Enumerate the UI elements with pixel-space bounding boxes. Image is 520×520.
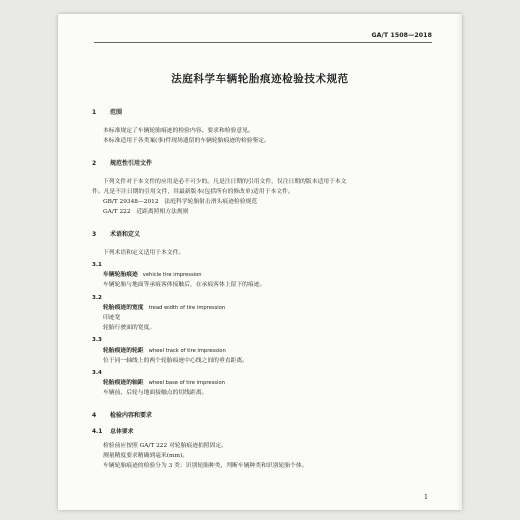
term-synonym: 印迹宽 [103, 315, 121, 322]
term-heading [92, 346, 432, 356]
paragraph: 下列文件对于本文件的应用是必不可少的。凡是注日期的引用文件，仅注日期的版本适用于本文 [103, 178, 347, 185]
document-body [92, 108, 432, 472]
term-definition: 位于同一轴线上的两个轮胎痕迹中心线之间的垂直距离。 [103, 357, 248, 364]
term-definition: 车辆前、后轮与地面接触点的切线距离。 [103, 390, 208, 397]
section-2-heading [92, 159, 432, 169]
paragraph: 检验前应按照 GA/T 222 对轮胎痕迹拍照固定。 [103, 443, 227, 450]
term-number: 3.1 [92, 262, 102, 269]
term-chinese: 车辆轮胎痕迹 [103, 272, 138, 279]
standard-number: GA/T 1508—2018 [371, 32, 432, 39]
term-chinese: 轮胎痕迹的宽度 [103, 304, 144, 311]
subsection-4-1-heading [92, 427, 432, 437]
reference-item: GB/T 29348—2012 法庭科学轮胎射击滑头痕迹检验规范 [103, 199, 258, 206]
term-chinese: 轮胎痕迹的轴距 [103, 380, 144, 387]
section-number: 3 [92, 230, 97, 238]
term-heading [92, 303, 432, 313]
document-title: 法庭科学车辆轮胎痕迹检验技术规范 [171, 73, 349, 85]
subsection-number: 4.1 [92, 428, 103, 435]
term-definition: 轮胎行驶面的宽度。 [103, 325, 156, 332]
term-english: vehicle tire impression [142, 272, 202, 279]
term-number: 3.2 [92, 294, 102, 301]
section-title: 检验内容和要求 [110, 411, 153, 419]
paragraph: 下列术语和定义适用于本文件。 [103, 249, 185, 256]
term-chinese: 轮胎痕迹的轮距 [103, 347, 144, 354]
paragraph: 测量精度要求精确到毫米(mm)。 [103, 453, 189, 460]
page-fold-shadow [456, 14, 462, 510]
section-1-heading [92, 108, 432, 118]
term-english: tread width of tire impression [148, 304, 226, 311]
section-3-heading [92, 230, 432, 240]
term-number: 3.3 [92, 337, 102, 344]
header-rule [94, 42, 432, 43]
paragraph: 件。凡是不注日期的引用文件，其最新版本(包括所有的修改单)适用于本文件。 [92, 189, 294, 196]
paragraph: 本标准适用于各类案(事)件现场遗留的车辆轮胎痕迹的检验鉴定。 [103, 138, 270, 145]
section-number: 2 [92, 159, 97, 167]
term-definition: 车辆轮胎与地面等承痕客体接触后，在承痕客体上留下的痕迹。 [103, 282, 266, 289]
term-number: 3.4 [92, 370, 102, 377]
section-title: 术语和定义 [110, 230, 141, 238]
term-english: wheel base of tire impression [148, 380, 225, 387]
section-title: 规范性引用文件 [110, 159, 153, 167]
term-heading [92, 270, 432, 280]
term-heading [92, 378, 432, 388]
document-page [58, 14, 462, 510]
page-number: 1 [424, 494, 428, 501]
reference-item: GA/T 222 近距离照相方法规则 [103, 209, 189, 216]
paragraph: 本标准规定了车辆轮胎痕迹的检验内容、要求和检验意见。 [103, 128, 254, 135]
section-number: 4 [92, 411, 97, 419]
subsection-title: 总体要求 [110, 428, 134, 435]
section-4-heading [92, 411, 432, 421]
section-title: 范围 [110, 109, 123, 116]
term-english: wheel track of tire impression [148, 347, 226, 354]
section-number: 1 [92, 109, 97, 116]
paragraph: 车辆轮胎痕迹的检验分为 3 类：识别轮胎种类，判断车辆种类和识别轮胎个体。 [103, 463, 308, 470]
